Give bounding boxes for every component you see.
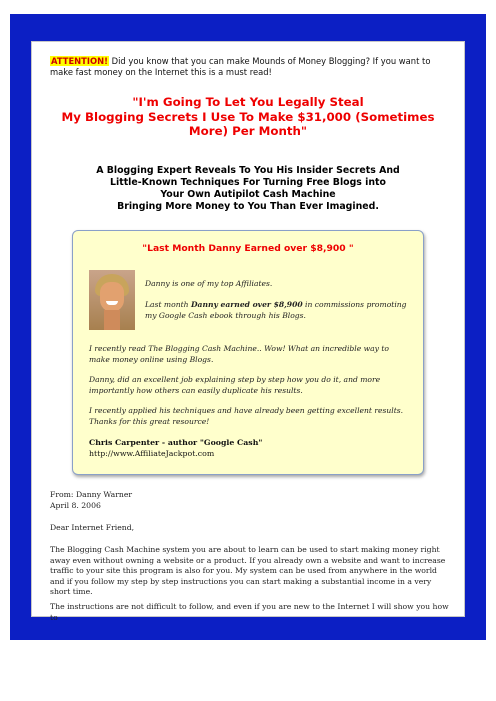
subheadline bbox=[72, 165, 424, 213]
testimonial-p5: I recently applied his techniques and have already been getting excellent results. Thanks for this great resource! bbox=[89, 406, 404, 426]
signature-name: Chris Carpenter - author "Google Cash" bbox=[89, 438, 263, 447]
headline-line-1: "I'm Going To Let You Legally Steal bbox=[132, 95, 364, 109]
earnings-highlight: Danny earned over $8,900 bbox=[190, 300, 303, 309]
testimonial-photo bbox=[89, 270, 135, 330]
headline-line-2: My Blogging Secrets I Use To Make $31,000 (Sometimes bbox=[61, 109, 435, 124]
testimonial-p2: Last month Danny earned over $8,900 in commissions promoting my Google Cash ebook through his Blogs. bbox=[145, 300, 407, 320]
testimonial-signature bbox=[89, 437, 262, 459]
attention-badge: ATTENTION! bbox=[51, 56, 108, 66]
testimonial-p1: Danny is one of my top Affiliates. bbox=[145, 279, 273, 288]
document-page bbox=[32, 42, 464, 622]
subhead-line-1: A Blogging Expert Reveals To You His Insider Secrets And bbox=[96, 165, 400, 176]
testimonial-p4: Danny, did an excellent job explaining step by step how you do it, and more importantly how others can easily duplicate his results. bbox=[89, 375, 381, 395]
letter-date: April 8. 2006 bbox=[50, 501, 101, 510]
subhead-line-2: Little-Known Techniques For Turning Free Blogs into bbox=[110, 177, 386, 188]
letter-greeting: Dear Internet Friend, bbox=[50, 523, 135, 532]
testimonial-title: "Last Month Danny Earned over $8,900 " bbox=[142, 243, 354, 254]
attention-notice bbox=[50, 56, 442, 78]
testimonial-box bbox=[72, 230, 424, 475]
headline bbox=[58, 95, 438, 139]
testimonial-p3: I recently read The Blogging Cash Machine.. Wow! What an incredible way to make money online using Blogs. bbox=[89, 344, 389, 364]
headline-line-3: More) Per Month" bbox=[188, 124, 308, 138]
subhead-line-4: Bringing More Money to You Than Ever Imagined. bbox=[117, 201, 379, 212]
letter-paragraph-2: The instructions are not difficult to follow, and even if you are new to the Internet I will show you how to bbox=[50, 602, 449, 622]
letter-from: From: Danny Warner bbox=[50, 490, 133, 499]
subhead-line-3: Your Own Autipilot Cash Machine bbox=[160, 189, 336, 200]
letter-paragraph-1: The Blogging Cash Machine system you are about to learn can be used to start making money right away even without owning a website or a product. If you already own a website and want to increase traffic to your site this program is also for you. My system can be used from anywhere in the world and if you follow my step by step instructions you can start making a substantial income in a very short time. bbox=[50, 545, 446, 597]
attention-text: Did you know that you can make Mounds of Money Blogging? If you want to make fast money on the Internet this is a must read! bbox=[50, 56, 431, 77]
signature-url[interactable]: http://www.AffiliateJackpot.com bbox=[89, 449, 215, 458]
